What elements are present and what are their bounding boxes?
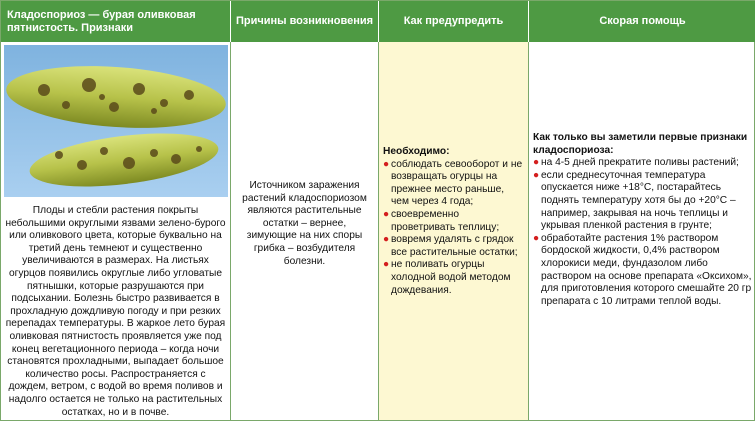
prevent-item: ● не поливать огурцы холодной водой методом дождевания.	[383, 259, 511, 296]
prevent-column	[379, 42, 529, 420]
prevent-item: ● соблюдать севооборот и не возвращать огурцы на прежнее место раньше, чем через 4 года;	[383, 158, 523, 208]
signs-column	[1, 42, 231, 420]
header-prevent: Как предупредить	[379, 1, 529, 42]
help-item: ● обработайте растения 1% раствором бордоской жидкости, 0,4% раствором хлорокиси меди, фундазолом либо раствором на основе препарата «Оксихом», для приготовления которого смешайте 20 гр препарата с 10 литрами теплой воды.	[533, 232, 752, 307]
prevent-list	[383, 159, 524, 298]
cucumber-photo	[4, 45, 228, 197]
bullet-icon: ●	[533, 232, 540, 244]
bullet-icon: ●	[383, 208, 390, 220]
header-signs: Кладоспориоз — бурая оливковая пятнистость. Признаки	[1, 1, 231, 42]
help-item: ● если среднесуточная температура опускается ниже +18°С, постарайтесь поднять температуру хотя бы до +20°С – например, закрывая на ночь теплицы и укрывая пленкой растения в грунте;	[533, 169, 736, 232]
help-column	[529, 42, 755, 420]
help-list	[533, 157, 752, 308]
bullet-icon: ●	[383, 234, 390, 246]
prevent-lead: Необходимо:	[383, 146, 450, 157]
bullet-icon: ●	[533, 169, 540, 181]
bullet-icon: ●	[533, 157, 540, 169]
prevent-item: ● своевременно проветривать теплицу;	[383, 208, 500, 233]
causes-description: Источником заражения растений кладоспориозом являются растительные остатки – вернее, зимующие на них споры грибка – возбудителя болезни.	[242, 180, 367, 267]
causes-column	[231, 42, 379, 420]
bullet-icon: ●	[383, 158, 390, 170]
prevent-item: ● вовремя удалять с грядок все растительные остатки;	[383, 234, 518, 258]
header-help: Скорая помощь	[529, 1, 755, 42]
help-item: ● на 4-5 дней прекратите поливы растений;	[533, 157, 739, 169]
signs-description: Плоды и стебли растения покрыты небольшими округлыми язвами зелено-бурого или оливкового цвета, которые буквально на третий день темнеют и существенно увеличиваются в размерах. На листьях огурцов появились округлые либо угловатые пятнышки, которые разрушаются при подсыхании. Болезнь быстро развивается в прохладную дождливую погоду и при резких перепадах температуры. В жаркое лето бурая оливковая пятнистость проявляется уже под конец вегетационного периода – когда ночи становятся прохладными, выпадает большое количество росы. Распространяется с дождем, ветром, с водой во время поливов и надолго остается не только на растительных остатках, но и в почве.	[5, 205, 226, 418]
bullet-icon: ●	[383, 259, 390, 271]
help-lead: Как только вы заметили первые признаки кладоспориоза:	[533, 132, 748, 156]
header-causes: Причины возникновения	[231, 1, 379, 42]
